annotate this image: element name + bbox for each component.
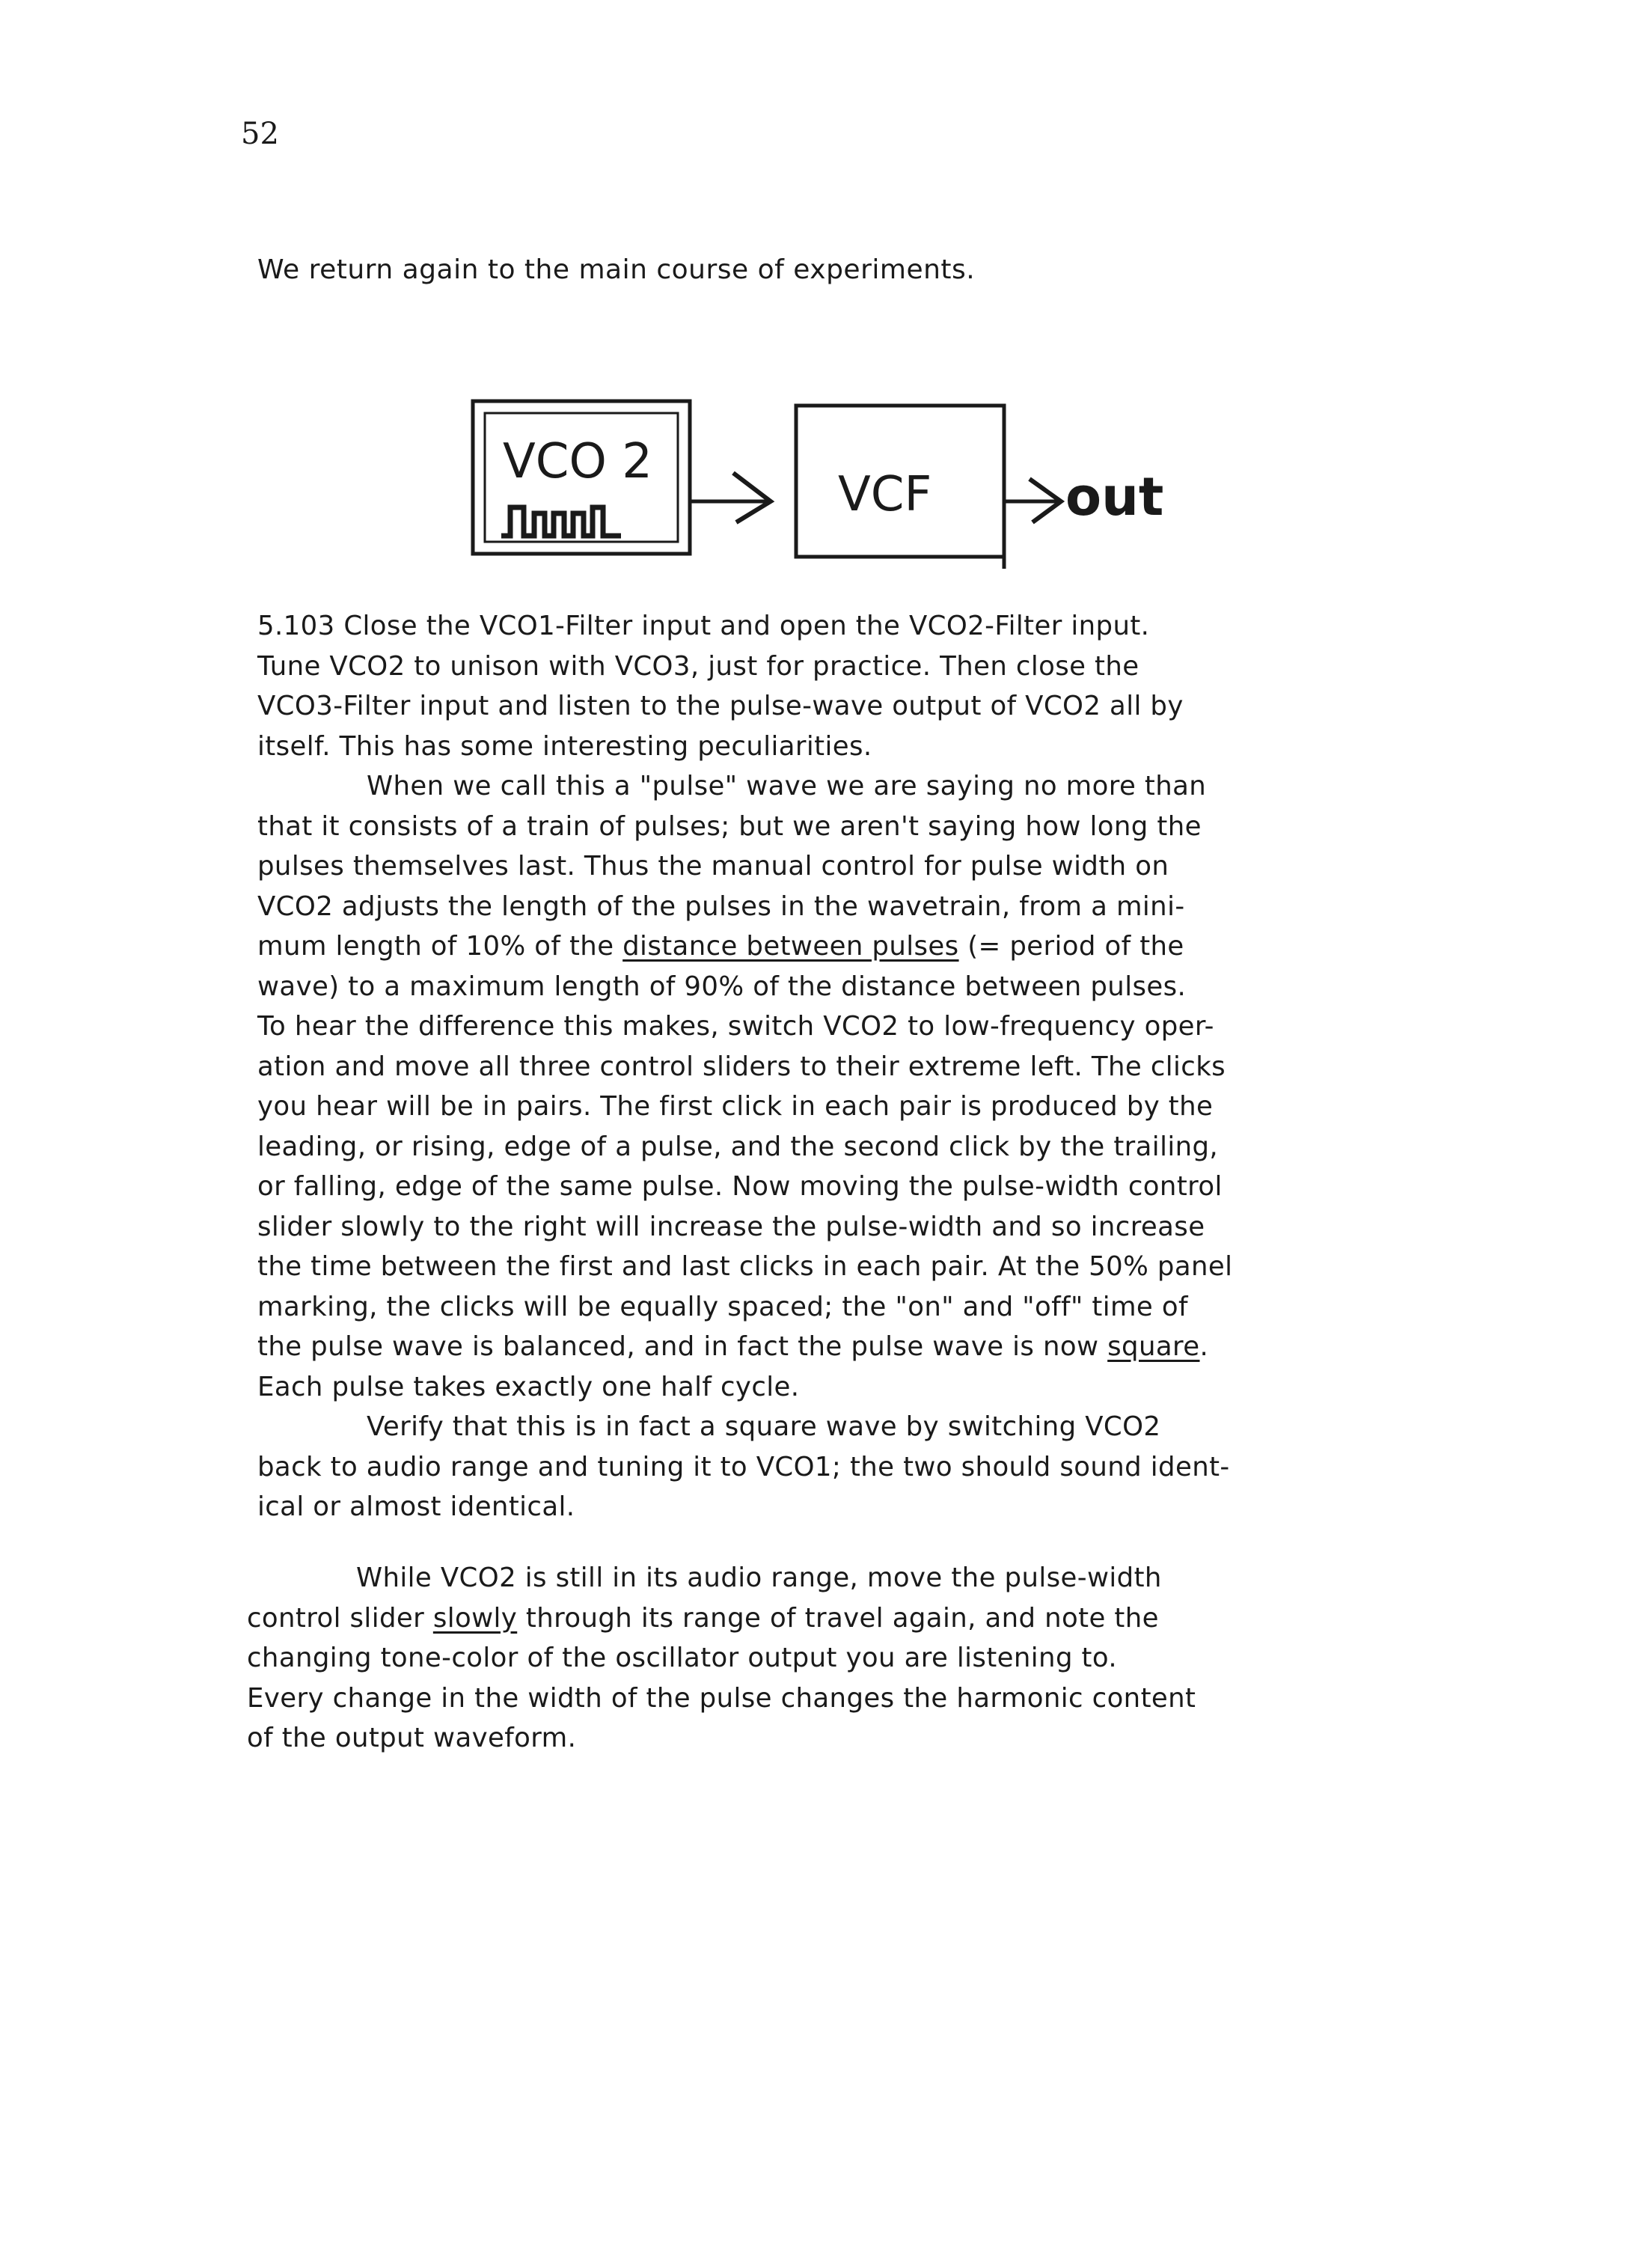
- paragraph-line: you hear will be in pairs. The first click in each pair is produced by the: [257, 1091, 1214, 1122]
- paragraph-line: Verify that this is in fact a square wave by switching VCO2: [367, 1411, 1161, 1442]
- underlined-word: slowly: [432, 1602, 518, 1634]
- vco2-label: VCO 2: [503, 434, 652, 489]
- paragraph-line: While VCO2 is still in its audio range, move the pulse-width: [356, 1563, 1162, 1593]
- output-label: out: [1065, 466, 1164, 528]
- page-number: 52: [241, 117, 279, 151]
- paragraph-line: VCO3-Filter input and listen to the pulse-wave output of VCO2 all by: [257, 691, 1184, 721]
- vcf-label: VCF: [838, 467, 932, 522]
- pulse-wave-icon: [501, 507, 621, 536]
- paragraph-line: Each pulse takes exactly one half cycle.: [257, 1371, 800, 1402]
- paragraph-line: 5.103 Close the VCO1-Filter input and open the VCO2-Filter input.: [257, 611, 1150, 641]
- paragraph-line: [257, 926, 1320, 967]
- paragraph-line: marking, the clicks will be equally spaced; the "on" and "off" time of: [257, 1291, 1188, 1322]
- text-run: (= period of the: [958, 931, 1184, 962]
- underlined-phrase: distance between pulses: [622, 931, 959, 962]
- paragraph-line: Tune VCO2 to unison with VCO3, just for practice. Then close the: [257, 650, 1139, 682]
- arrow-head-icon: [733, 473, 771, 522]
- paragraph-line: of the output waveform.: [247, 1723, 577, 1753]
- closing-paragraph: [247, 1558, 1309, 1759]
- paragraph-line: wave) to a maximum length of 90% of the distance between pulses.: [257, 971, 1187, 1002]
- paragraph-line: [257, 1327, 1320, 1367]
- paragraph-line: ical or almost identical.: [257, 1491, 575, 1522]
- paragraph-line: ation and move all three control sliders to their extreme left. The clicks: [257, 1051, 1226, 1082]
- body-text: [257, 606, 1320, 1527]
- text-run: control slider: [247, 1602, 433, 1634]
- text-run: .: [1199, 1331, 1209, 1362]
- underlined-word: square: [1107, 1331, 1200, 1362]
- text-run: through its range of travel again, and note the: [517, 1602, 1159, 1634]
- paragraph-line: slider slowly to the right will increase the pulse-width and so increase: [257, 1211, 1205, 1242]
- text-run: the pulse wave is balanced, and in fact the pulse wave is now: [257, 1331, 1108, 1362]
- text-run: mum length of 10% of the: [257, 931, 623, 962]
- paragraph-line: [247, 1598, 1309, 1639]
- paragraph-line: back to audio range and tuning it to VCO1; the two should sound ident-: [257, 1451, 1230, 1482]
- paragraph-line: VCO2 adjusts the length of the pulses in the wavetrain, from a mini-: [257, 891, 1185, 922]
- paragraph-line: itself. This has some interesting peculiarities.: [257, 730, 872, 762]
- intro-sentence: We return again to the main course of experiments.: [257, 254, 976, 285]
- paragraph-line: changing tone-color of the oscillator output you are listening to.: [247, 1643, 1118, 1673]
- paragraph-line: When we call this a "pulse" wave we are saying no more than: [367, 771, 1207, 801]
- paragraph-line: or falling, edge of the same pulse. Now moving the pulse-width control: [257, 1171, 1223, 1202]
- paragraph-line: leading, or rising, edge of a pulse, and the second click by the trailing,: [257, 1131, 1219, 1162]
- paragraph-line: pulses themselves last. Thus the manual control for pulse width on: [257, 851, 1169, 882]
- paragraph-line: Every change in the width of the pulse changes the harmonic content: [247, 1682, 1196, 1714]
- paragraph-line: that it consists of a train of pulses; but we aren't saying how long the: [257, 810, 1202, 842]
- paragraph-line: To hear the difference this makes, switch VCO2 to low-frequency oper-: [257, 1011, 1214, 1042]
- signal-flow-diagram: [464, 389, 1242, 569]
- paragraph-line: the time between the first and last clicks in each pair. At the 50% panel: [257, 1251, 1233, 1282]
